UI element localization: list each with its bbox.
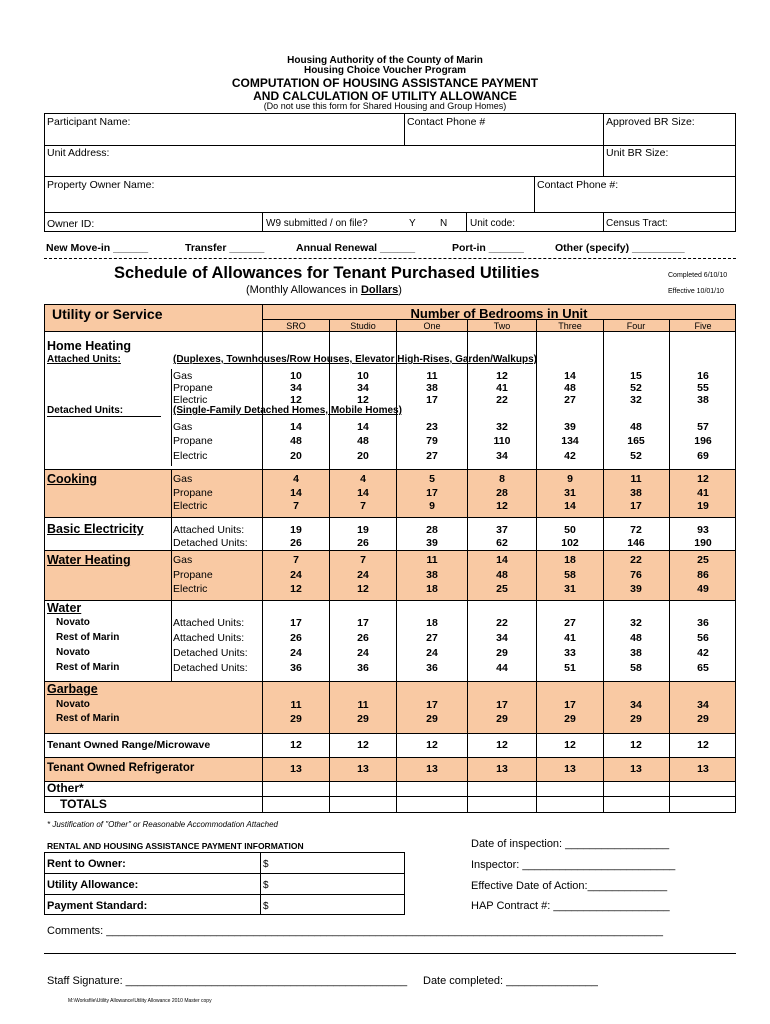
allowance-value: 4 (360, 473, 366, 485)
allowance-value: 31 (564, 583, 576, 595)
allowance-value: 7 (360, 500, 366, 512)
allowance-value: 41 (496, 382, 508, 394)
water-heating-title: Water Heating (47, 553, 131, 567)
annual-renewal-option[interactable]: Annual Renewal ______ (296, 242, 416, 254)
allowance-value: 12 (357, 739, 369, 751)
allowance-value: 72 (630, 524, 642, 536)
allowance-value: 50 (564, 524, 576, 536)
allowance-value: 22 (496, 617, 508, 629)
allowance-value: 34 (697, 699, 709, 711)
allowance-value: 13 (496, 763, 508, 775)
allowance-value: 17 (426, 394, 438, 406)
allowance-value: 24 (290, 569, 302, 581)
allowance-value: 32 (496, 421, 508, 433)
section-divider (44, 258, 736, 259)
allowance-value: 10 (357, 370, 369, 382)
allowance-value: 14 (496, 554, 508, 566)
allowance-value: 39 (630, 583, 642, 595)
allowance-value: 27 (426, 632, 438, 644)
allowance-value: 25 (697, 554, 709, 566)
file-path-footer: M:\Worksfile\Utility Allowance\Utility Allowance 2010 Master copy (68, 998, 212, 1004)
allowance-value: 65 (697, 662, 709, 674)
form-note: (Do not use this form for Shared Housing and Group Homes) (263, 101, 507, 111)
allowance-value: 18 (426, 583, 438, 595)
allowance-value: 12 (697, 739, 709, 751)
allowance-value: 17 (357, 617, 369, 629)
w9-field: W9 submitted / on file? (266, 218, 368, 229)
comments-line (44, 953, 736, 954)
payment-standard-label: Payment Standard: (47, 900, 148, 912)
schedule-subtitle: (Monthly Allowances in Dollars) (246, 284, 402, 296)
refrigerator-label: Tenant Owned Refrigerator (47, 762, 195, 774)
port-in-option[interactable]: Port-in ______ (452, 242, 524, 254)
allowance-value: 38 (426, 382, 438, 394)
allowance-value: 20 (357, 450, 369, 462)
bedroom-col-header: Five (694, 321, 712, 331)
allowance-value: 29 (697, 713, 709, 725)
form-title-line2: AND CALCULATION OF UTILITY ALLOWANCE (253, 89, 517, 103)
water-area-label: Rest of Marin (56, 662, 120, 673)
allowance-value: 18 (426, 617, 438, 629)
allowance-value: 17 (426, 699, 438, 711)
allowance-value: 26 (290, 537, 302, 549)
allowance-value: 19 (357, 524, 369, 536)
unit-code-field[interactable]: Unit code: (470, 218, 516, 229)
bedroom-col-header: Studio (350, 321, 376, 331)
garbage-area-label: Rest of Marin (56, 713, 120, 724)
allowance-value: 12 (697, 473, 709, 485)
allowance-value: 102 (561, 537, 579, 549)
allowance-value: 20 (290, 450, 302, 462)
allowance-value: 36 (357, 662, 369, 674)
fuel-label: Attached Units: (173, 524, 245, 536)
footnote: * Justification of "Other" or Reasonable Accommodation Attached (47, 820, 278, 829)
allowance-value: 12 (496, 370, 508, 382)
allowance-value: 55 (697, 382, 709, 394)
allowance-value: 29 (630, 713, 642, 725)
completed-date: Completed 6/10/10 (668, 272, 728, 279)
allowance-value: 146 (627, 537, 645, 549)
allowance-value: 190 (694, 537, 712, 549)
allowance-value: 58 (564, 569, 576, 581)
allowance-value: 69 (697, 450, 709, 462)
allowance-value: 48 (630, 632, 642, 644)
allowance-value: 52 (630, 450, 642, 462)
fuel-label: Gas (173, 554, 193, 566)
date-completed-field[interactable]: Date completed: _______________ (423, 975, 598, 987)
allowance-value: 9 (429, 500, 435, 512)
allowance-value: 39 (564, 421, 576, 433)
allowance-value: 18 (564, 554, 576, 566)
home-heating-title: Home Heating (47, 339, 132, 353)
allowance-value: 24 (290, 647, 302, 659)
other-label: Other* (47, 781, 84, 795)
bedrooms-header: Number of Bedrooms in Unit (410, 306, 588, 321)
allowance-value: 13 (564, 763, 576, 775)
allowance-value: 48 (290, 435, 302, 447)
allowance-value: 25 (496, 583, 508, 595)
allowance-value: 24 (426, 647, 438, 659)
unit-address-field[interactable]: Unit Address: (47, 147, 110, 159)
fuel-label: Propane (173, 569, 213, 581)
utility-allowance-label: Utility Allowance: (47, 879, 139, 891)
allowance-value: 14 (290, 487, 302, 499)
allowance-value: 13 (697, 763, 709, 775)
allowance-value: 57 (697, 421, 709, 433)
allowance-value: 8 (499, 473, 505, 485)
rent-to-owner-input[interactable]: $ (263, 859, 269, 870)
allowance-value: 56 (697, 632, 709, 644)
staff-signature-field[interactable]: Staff Signature: ______________________________________________ (47, 975, 408, 987)
allowance-value: 12 (426, 739, 438, 751)
allowance-value: 36 (426, 662, 438, 674)
allowance-value: 11 (290, 699, 302, 711)
allowance-value: 16 (697, 370, 709, 382)
allowance-value: 9 (567, 473, 573, 485)
water-area-label: Novato (56, 617, 90, 628)
other-specify-option[interactable]: Other (specify) _________ (555, 242, 685, 254)
fuel-label: Gas (173, 473, 193, 485)
effective-date-of-action-field[interactable]: Effective Date of Action:_____________ (471, 880, 668, 892)
allowance-value: 12 (357, 394, 369, 406)
attached-units-desc: (Duplexes, Townhouses/Row Houses, Elevator High-Rises, Garden/Walkups) (173, 354, 537, 365)
allowance-value: 41 (697, 487, 709, 499)
allowance-value: 29 (564, 713, 576, 725)
allowance-value: 34 (357, 382, 369, 394)
water-unit-type: Attached Units: (173, 617, 245, 629)
allowance-value: 49 (697, 583, 709, 595)
allowance-value: 34 (630, 699, 642, 711)
contact-phone-field[interactable]: Contact Phone # (407, 116, 486, 128)
allowance-value: 34 (496, 450, 508, 462)
allowance-value: 13 (290, 763, 302, 775)
detached-units-desc: (Single-Family Detached Homes, Mobile Homes) (173, 405, 402, 416)
fuel-label: Electric (173, 450, 208, 462)
rent-to-owner-label: Rent to Owner: (47, 858, 126, 870)
allowance-value: 11 (630, 473, 642, 485)
fuel-label: Propane (173, 435, 213, 447)
allowance-value: 22 (630, 554, 642, 566)
allowance-value: 48 (630, 421, 642, 433)
payment-info-title: RENTAL AND HOUSING ASSISTANCE PAYMENT INFORMATION (47, 841, 304, 851)
allowance-value: 38 (697, 394, 709, 406)
payment-standard-input[interactable]: $ (263, 901, 269, 912)
owner-contact-phone-field[interactable]: Contact Phone #: (537, 179, 619, 191)
allowance-value: 11 (426, 370, 438, 382)
allowance-value: 32 (630, 394, 642, 406)
participant-name-field[interactable]: Participant Name: (47, 116, 131, 128)
allowance-value: 13 (426, 763, 438, 775)
allowance-value: 12 (630, 739, 642, 751)
program-name: Housing Choice Voucher Program (303, 65, 467, 76)
allowance-value: 14 (564, 370, 576, 382)
allowance-value: 17 (290, 617, 302, 629)
transfer-option[interactable]: Transfer ______ (185, 242, 265, 254)
water-area-label: Rest of Marin (56, 632, 120, 643)
allowance-value: 52 (630, 382, 642, 394)
allowance-value: 48 (496, 569, 508, 581)
allowance-value: 34 (496, 632, 508, 644)
allowance-value: 12 (290, 394, 302, 406)
allowance-value: 7 (293, 554, 299, 566)
allowance-value: 28 (426, 524, 438, 536)
utility-allowance-input[interactable]: $ (263, 880, 269, 891)
allowance-value: 12 (290, 583, 302, 595)
allowance-value: 38 (630, 487, 642, 499)
allowance-value: 32 (630, 617, 642, 629)
allowance-value: 12 (496, 500, 508, 512)
allowance-value: 15 (630, 370, 642, 382)
allowance-value: 26 (290, 632, 302, 644)
allowance-value: 33 (564, 647, 576, 659)
fuel-label: Electric (173, 583, 208, 595)
cooking-title: Cooking (47, 472, 97, 486)
allowance-value: 39 (426, 537, 438, 549)
water-unit-type: Detached Units: (173, 647, 248, 659)
allowance-value: 36 (290, 662, 302, 674)
allowance-value: 36 (697, 617, 709, 629)
allowance-value: 12 (290, 739, 302, 751)
utility-service-header: Utility or Service (52, 306, 163, 322)
allowance-value: 14 (357, 421, 369, 433)
inspector-field[interactable]: Inspector: _________________________ (471, 859, 676, 871)
range-label: Tenant Owned Range/Microwave (47, 739, 211, 751)
allowance-value: 13 (357, 763, 369, 775)
fuel-label: Gas (173, 421, 193, 433)
allowance-value: 28 (496, 487, 508, 499)
comments-field[interactable]: Comments: ___________________________________________________________________________________________ (47, 925, 663, 937)
allowance-value: 13 (630, 763, 642, 775)
allowance-value: 22 (496, 394, 508, 406)
fuel-label: Propane (173, 382, 213, 394)
allowance-value: 14 (290, 421, 302, 433)
allowance-value: 110 (493, 435, 511, 447)
allowance-value: 29 (496, 647, 508, 659)
allowance-value: 27 (564, 394, 576, 406)
allowance-value: 62 (496, 537, 508, 549)
allowance-value: 7 (293, 500, 299, 512)
fuel-label: Gas (173, 370, 193, 382)
allowance-value: 48 (564, 382, 576, 394)
allowance-value: 12 (496, 739, 508, 751)
allowance-value: 31 (564, 487, 576, 499)
bedroom-col-header: Three (558, 321, 582, 331)
bedroom-col-header: SRO (286, 321, 306, 331)
attached-units-label: Attached Units: (47, 354, 121, 365)
allowance-value: 26 (357, 632, 369, 644)
form-title-line1: COMPUTATION OF HOUSING ASSISTANCE PAYMENT (231, 76, 539, 90)
water-unit-type: Detached Units: (173, 662, 248, 674)
allowance-value: 134 (561, 435, 579, 447)
census-tract-field[interactable]: Census Tract: (606, 218, 668, 229)
allowance-value: 4 (293, 473, 299, 485)
allowance-value: 29 (290, 713, 302, 725)
allowance-value: 76 (630, 569, 642, 581)
totals-label: TOTALS (60, 797, 107, 811)
allowance-value: 165 (627, 435, 645, 447)
owner-id-field[interactable]: Owner ID: (47, 218, 95, 230)
allowance-value: 24 (357, 569, 369, 581)
org-name: Housing Authority of the County of Marin (287, 55, 483, 66)
allowance-value: 23 (426, 421, 438, 433)
fuel-label: Detached Units: (173, 537, 248, 549)
allowance-value: 24 (357, 647, 369, 659)
allowance-value: 14 (564, 500, 576, 512)
allowance-value: 19 (697, 500, 709, 512)
water-unit-type: Attached Units: (173, 632, 245, 644)
allowance-value: 79 (426, 435, 438, 447)
allowance-value: 38 (630, 647, 642, 659)
fuel-label: Electric (173, 394, 208, 406)
fuel-label: Electric (173, 500, 208, 512)
allowance-value: 26 (357, 537, 369, 549)
allowance-value: 29 (426, 713, 438, 725)
allowance-value: 11 (426, 554, 438, 566)
allowance-value: 17 (630, 500, 642, 512)
date-of-inspection-field[interactable]: Date of inspection: _________________ (471, 838, 670, 850)
detached-units-label: Detached Units: (47, 405, 161, 417)
allowance-value: 196 (694, 435, 712, 447)
approved-br-size-field[interactable]: Approved BR Size: (606, 116, 695, 128)
effective-date: Effective 10/01/10 (668, 288, 724, 295)
bedroom-col-header: One (423, 321, 441, 331)
allowance-value: 51 (564, 662, 576, 674)
garbage-title: Garbage (47, 682, 98, 696)
allowance-value: 93 (697, 524, 709, 536)
allowance-value: 14 (357, 487, 369, 499)
garbage-area-label: Novato (56, 699, 90, 710)
allowance-value: 29 (496, 713, 508, 725)
water-area-label: Novato (56, 647, 90, 658)
allowance-value: 58 (630, 662, 642, 674)
allowance-value: 17 (564, 699, 576, 711)
allowance-value: 37 (496, 524, 508, 536)
fuel-label: Propane (173, 487, 213, 499)
allowance-value: 12 (564, 739, 576, 751)
allowance-value: 17 (496, 699, 508, 711)
allowance-value: 7 (360, 554, 366, 566)
allowance-value: 86 (697, 569, 709, 581)
allowance-value: 27 (426, 450, 438, 462)
bedroom-col-header: Two (493, 321, 511, 331)
allowance-value: 38 (426, 569, 438, 581)
participant-info-box (44, 113, 736, 232)
new-move-in-option[interactable]: New Move-in ______ (46, 242, 149, 254)
allowance-value: 11 (357, 699, 369, 711)
allowance-value: 17 (426, 487, 438, 499)
basic-electricity-title: Basic Electricity (47, 522, 144, 536)
allowance-value: 42 (564, 450, 576, 462)
property-owner-name-field[interactable]: Property Owner Name: (47, 179, 155, 191)
water-title: Water (47, 601, 82, 615)
bedroom-col-header: Four (626, 321, 646, 331)
hap-contract-field[interactable]: HAP Contract #: ___________________ (471, 900, 670, 912)
allowance-value: 5 (429, 473, 435, 485)
allowance-value: 48 (357, 435, 369, 447)
w9-no-option[interactable]: N (440, 218, 448, 229)
allowance-value: 34 (290, 382, 302, 394)
allowance-value: 42 (697, 647, 709, 659)
schedule-title: Schedule of Allowances for Tenant Purchased Utilities (114, 264, 540, 282)
allowance-value: 44 (496, 662, 508, 674)
allowance-value: 27 (564, 617, 576, 629)
allowance-value: 41 (564, 632, 576, 644)
allowance-value: 19 (290, 524, 302, 536)
allowance-value: 10 (290, 370, 302, 382)
allowance-value: 29 (357, 713, 369, 725)
allowance-value: 12 (357, 583, 369, 595)
unit-br-size-field[interactable]: Unit BR Size: (606, 147, 669, 159)
w9-yes-option[interactable]: Y (409, 218, 416, 229)
